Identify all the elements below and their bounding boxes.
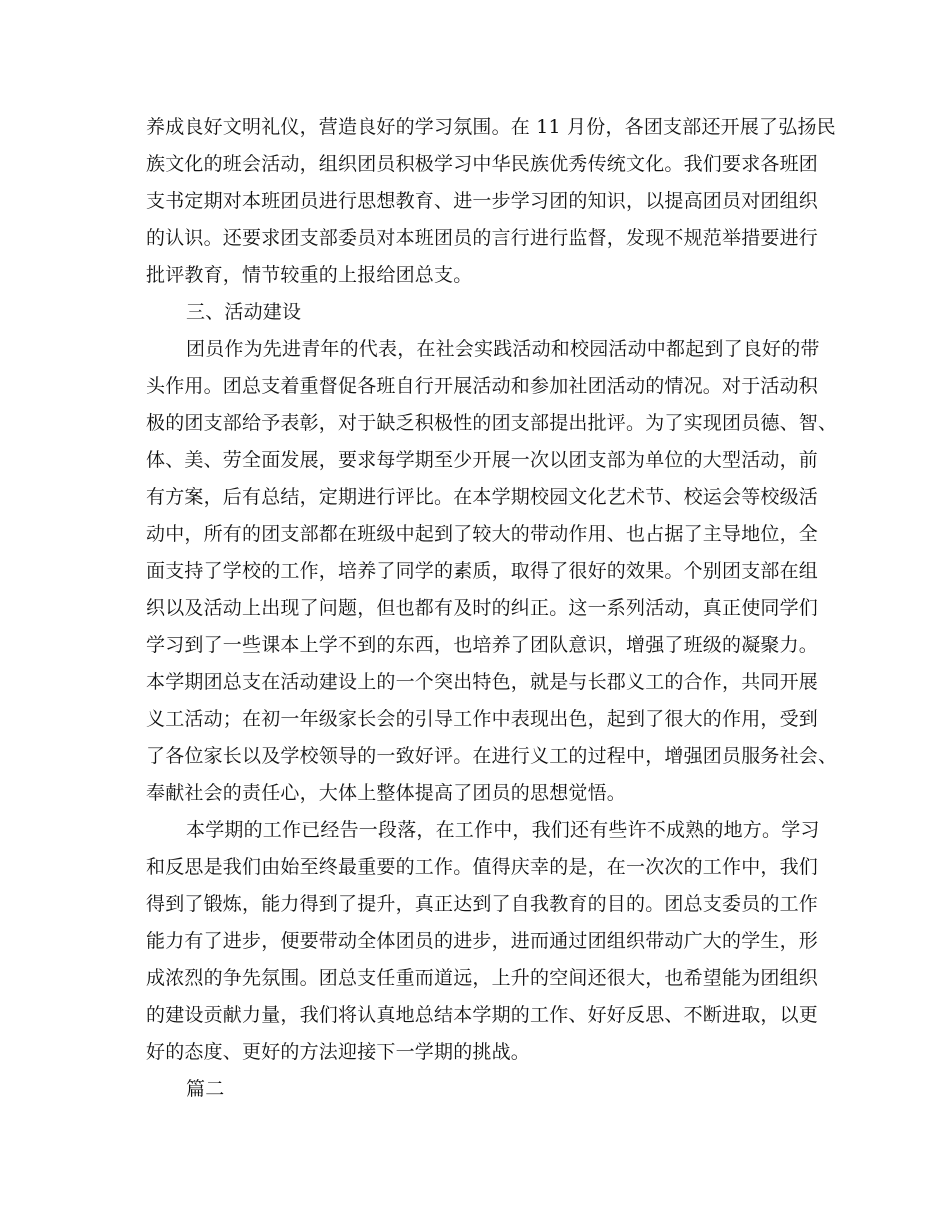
text-line: 支书定期对本班团员进行思想教育、进一步学习团的知识，以提高团员对团组织 (146, 190, 819, 212)
text-line: 族文化的班会活动，组织团员积极学习中华民族优秀传统文化。我们要求各班团 (146, 153, 819, 175)
text-line: 养成良好文明礼仪，营造良好的学习氛围。在 11 月份，各团支部还开展了弘扬民 (146, 116, 836, 138)
section-heading: 篇二 (186, 1078, 225, 1100)
text-line: 头作用。团总支着重督促各班自行开展活动和参加社团活动的情况。对于活动积 (146, 375, 819, 397)
text-line: 本学期团总支在活动建设上的一个突出特色，就是与长郡义工的合作，共同开展 (146, 671, 819, 693)
text-line: 极的团支部给予表彰，对于缺乏积极性的团支部提出批评。为了实现团员德、智、 (146, 412, 838, 434)
text-line: 的建设贡献力量，我们将认真地总结本学期的工作、好好反思、不断进取，以更 (146, 1004, 819, 1026)
text-line: 团员作为先进青年的代表，在社会实践活动和校园活动中都起到了良好的带 (186, 338, 820, 360)
text-line: 面支持了学校的工作，培养了同学的素质，取得了很好的效果。个别团支部在组 (146, 560, 819, 582)
text-line: 成浓烈的争先氛围。团总支任重而道远，上升的空间还很大，也希望能为团组织 (146, 967, 819, 989)
text-line: 织以及活动上出现了问题，但也都有及时的纠正。这一系列活动，真正使同学们 (146, 597, 819, 619)
text-line: 动中，所有的团支部都在班级中起到了较大的带动作用、也占据了主导地位，全 (146, 523, 819, 545)
text-line: 和反思是我们由始至终最重要的工作。值得庆幸的是，在一次次的工作中，我们 (146, 856, 819, 878)
text-line: 奉献社会的责任心，大体上整体提高了团员的思想觉悟。 (146, 782, 627, 804)
text-line: 的认识。还要求团支部委员对本班团员的言行进行监督，发现不规范举措要进行 (146, 227, 819, 249)
text-line: 学习到了一些课本上学不到的东西，也培养了团队意识，增强了班级的凝聚力。 (146, 634, 819, 656)
text-line: 好的态度、更好的方法迎接下一学期的挑战。 (146, 1041, 531, 1063)
text-line: 了各位家长以及学校领导的一致好评。在进行义工的过程中，增强团员服务社会、 (146, 745, 838, 767)
text-line: 有方案，后有总结，定期进行评比。在本学期校园文化艺术节、校运会等校级活 (146, 486, 819, 508)
text-line: 本学期的工作已经告一段落，在工作中，我们还有些许不成熟的地方。学习 (186, 819, 820, 841)
section-heading: 三、活动建设 (186, 301, 302, 323)
text-line: 得到了锻炼，能力得到了提升，真正达到了自我教育的目的。团总支委员的工作 (146, 893, 819, 915)
text-line: 体、美、劳全面发展，要求每学期至少开展一次以团支部为单位的大型活动，前 (146, 449, 819, 471)
text-line: 义工活动；在初一年级家长会的引导工作中表现出色，起到了很大的作用，受到 (146, 708, 819, 730)
text-line: 能力有了进步，便要带动全体团员的进步，进而通过团组织带动广大的学生，形 (146, 930, 819, 952)
text-line: 批评教育，情节较重的上报给团总支。 (146, 264, 473, 286)
